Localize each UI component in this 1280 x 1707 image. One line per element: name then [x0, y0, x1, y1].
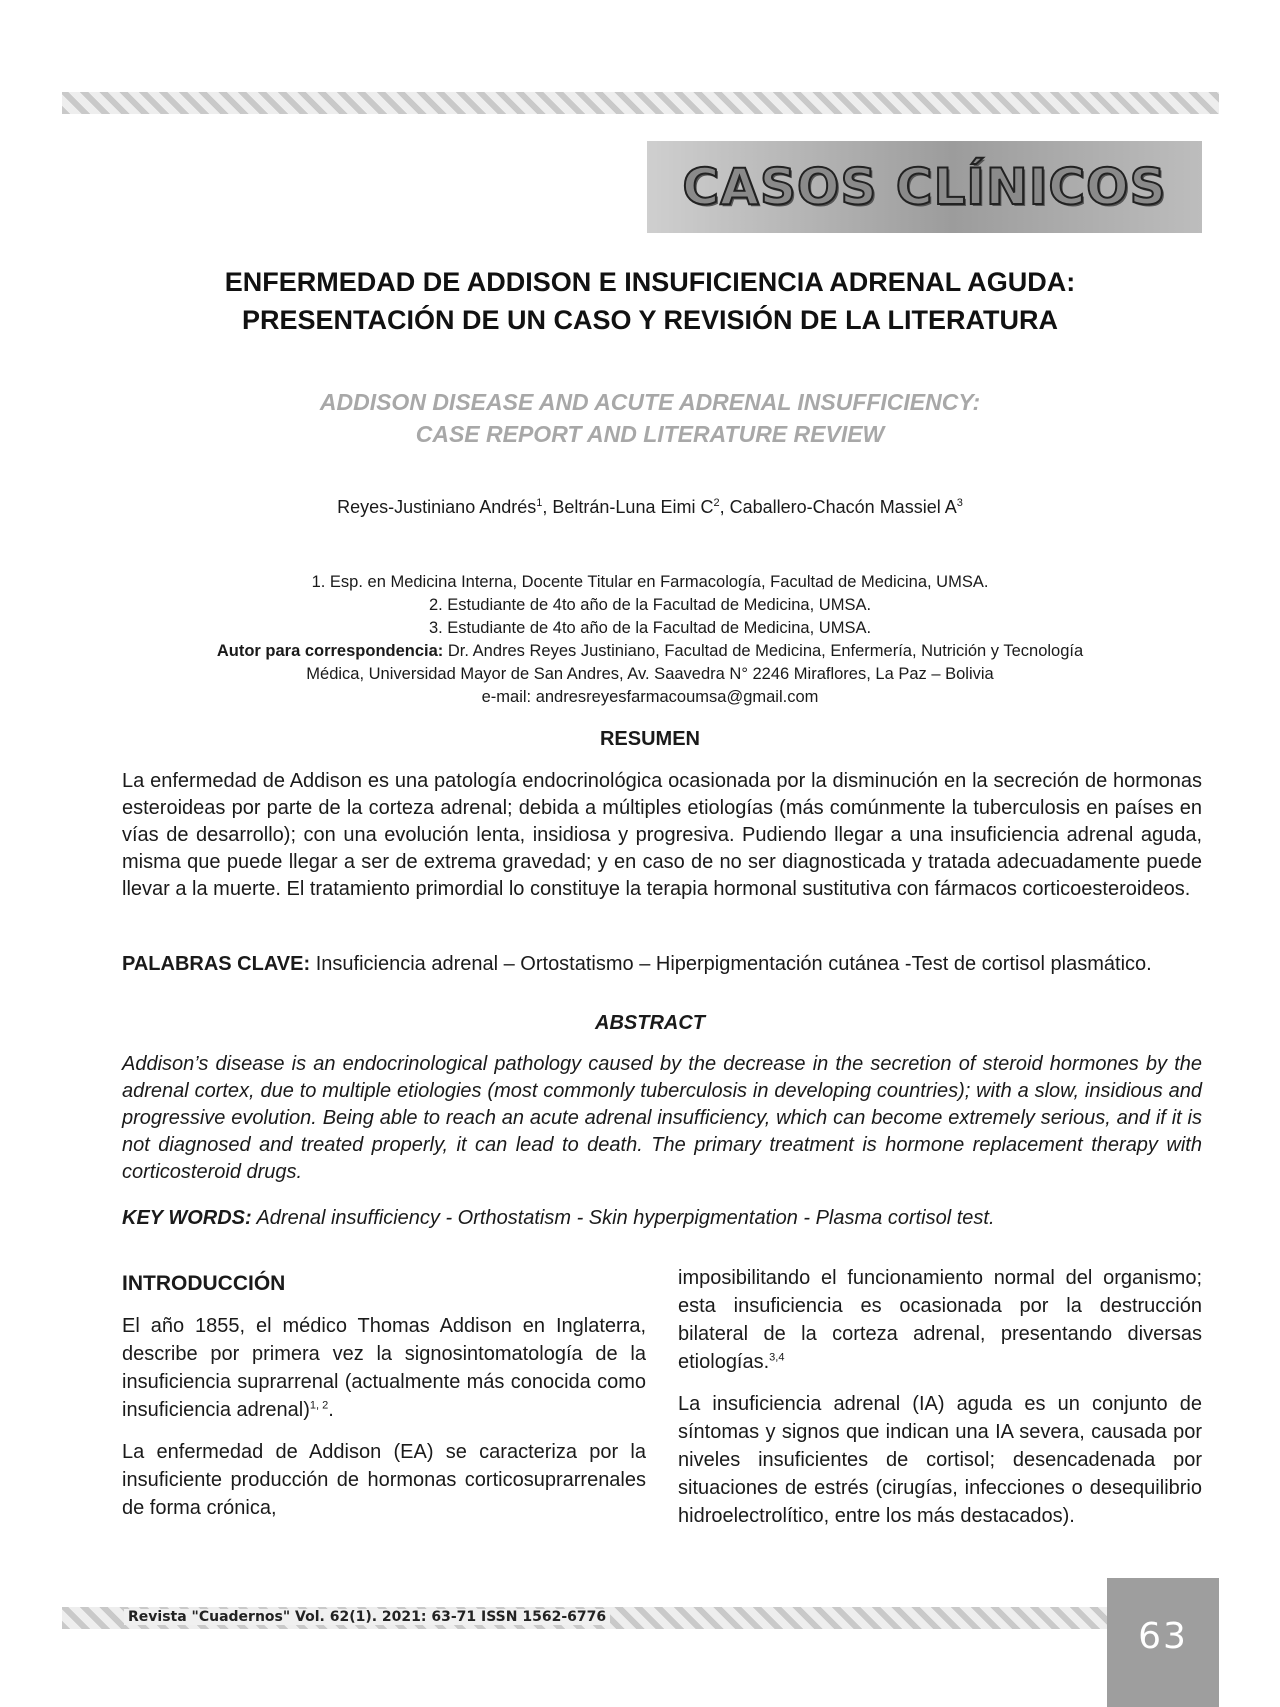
intro-p1-cite: 1, 2: [309, 1399, 329, 1412]
intro-p2: La enfermedad de Addison (EA) se caracteriza por la insuficiente producción de hormonas corticosuprarrenales de forma crónica,: [122, 1441, 646, 1519]
intro-right-column: [678, 1264, 1202, 1544]
intro-p3-cite: 3,4: [769, 1351, 785, 1364]
affiliation-3: 3. Estudiante de 4to año de la Facultad de Medicina, UMSA.: [428, 619, 872, 637]
section-banner: [647, 141, 1202, 233]
intro-left-column: [122, 1270, 646, 1536]
correspondence-label: Autor para correspondencia:: [216, 642, 444, 660]
journal-citation: Revista "Cuadernos" Vol. 62(1). 2021: 63-71 ISSN 1562-6776: [124, 1609, 610, 1625]
affiliation-1: 1. Esp. en Medicina Interna, Docente Titular en Farmacología, Facultad de Medicina, UMSA.: [311, 573, 989, 591]
keywords-es: Insuficiencia adrenal – Ortostatismo – Hiperpigmentación cutánea -Test de cortisol plasmático.: [315, 953, 1152, 975]
section-title: CASOS CLÍNICOS: [682, 158, 1167, 216]
correspondence-text: Dr. Andres Reyes Justiniano, Facultad de Medicina, Enfermería, Nutrición y Tecnología: [447, 642, 1084, 660]
author-2-affil: 2: [713, 497, 720, 509]
page-number-box: [1107, 1578, 1219, 1707]
author-1: Reyes-Justiniano Andrés: [337, 497, 537, 517]
intro-p1-end: .: [328, 1399, 334, 1421]
page-number: 63: [1138, 1616, 1188, 1657]
correspondence: [120, 640, 1180, 663]
keywords-en: Adrenal insufficiency - Orthostatism - Skin hyperpigmentation - Plasma cortisol test.: [256, 1207, 995, 1229]
resumen-text: La enfermedad de Addison es una patología endocrinológica ocasionada por la disminución en la secreción de hormonas esteroideas por parte de la corteza adrenal; debida a múltiples etiologías (más comúnmente la tuberculosis en países en vías de desarrollo); con una evolución lenta, insidiosa y progresiva. Pudiendo llegar a una insuficiencia adrenal aguda, misma que puede llegar a ser de extrema gravedad; y en caso de no ser diagnosticada y tratada adecuadamente puede llevar a la muerte. El tratamiento primordial lo constituye la terapia hormonal sustitutiva con fármacos corticoesteroideos.: [122, 770, 1202, 900]
title-english: [120, 386, 1180, 450]
abstract-keywords: [122, 1205, 1202, 1232]
title-spanish: [120, 263, 1180, 339]
keywords-label-en: KEY WORDS:: [122, 1207, 252, 1229]
affiliation-2: 2. Estudiante de 4to año de la Facultad de Medicina, UMSA.: [428, 596, 872, 614]
intro-p4: La insuficiencia adrenal (IA) aguda es un conjunto de síntomas y signos que indican una IA severa, causada por niveles insuficientes de cortisol; desencadenada por situaciones de estrés (cirugías, infecciones o desequilibrio hidroelectrolítico, entre los más destacados).: [678, 1393, 1202, 1527]
title-es-line1: ENFERMEDAD DE ADDISON E INSUFICIENCIA ADRENAL AGUDA:: [224, 267, 1076, 297]
author-2: Beltrán-Luna Eimi C: [552, 497, 714, 517]
correspondence-email: e-mail: andresreyesfarmacoumsa@gmail.com: [481, 688, 819, 706]
title-en-line1: ADDISON DISEASE AND ACUTE ADRENAL INSUFFICIENCY:: [319, 389, 981, 415]
author-3-affil: 3: [956, 497, 963, 509]
title-es-line2: PRESENTACIÓN DE UN CASO Y REVISIÓN DE LA LITERATURA: [241, 305, 1059, 335]
intro-p1-text: El año 1855, el médico Thomas Addison en Inglaterra, describe por primera vez la signosintomatología de la insuficiencia suprarrenal (actualmente más conocida como insuficiencia adrenal): [122, 1315, 646, 1421]
correspondence-address: Médica, Universidad Mayor de San Andres, Av. Saavedra N° 2246 Miraflores, La Paz – Bolivia: [306, 665, 994, 683]
abstract-text: Addison’s disease is an endocrinological pathology caused by the decrease in the secretion of steroid hormones by the adrenal cortex, due to multiple etiologies (most commonly tuberculosis in developing countries); with a slow, insidious and progressive evolution. Being able to reach an acute adrenal insufficiency, which can become extremely serious, and if it is not diagnosed and treated properly, it can lead to death. The primary treatment is hormone replacement therapy with corticosteroid drugs.: [122, 1053, 1202, 1183]
author-list: Reyes-Justiniano Andrés$^1$, Beltrán-Luna Eimi $C^2$, Caballero-Chacón Massiel $A^3$: [337, 497, 963, 517]
intro-p3: [678, 1264, 1202, 1376]
title-en-line2: CASE REPORT AND LITERATURE REVIEW: [415, 421, 885, 447]
resumen-keywords: [122, 951, 1202, 978]
top-pattern-band: [62, 92, 1219, 114]
author-1-affil: 1: [536, 497, 543, 509]
resumen-heading: RESUMEN: [599, 728, 700, 750]
intro-p3-text: imposibilitando el funcionamiento normal del organismo; esta insuficiencia es ocasionada por la destrucción bilateral de la corteza adrenal, presentando diversas etiologías.: [678, 1267, 1202, 1373]
intro-heading: INTRODUCCIÓN: [122, 1272, 286, 1295]
abstract-heading: ABSTRACT: [595, 1012, 705, 1034]
keywords-label-es: PALABRAS CLAVE:: [122, 953, 311, 975]
affiliations: [120, 571, 1180, 709]
intro-p1: [122, 1312, 646, 1424]
author-3: Caballero-Chacón Massiel A: [729, 497, 957, 517]
